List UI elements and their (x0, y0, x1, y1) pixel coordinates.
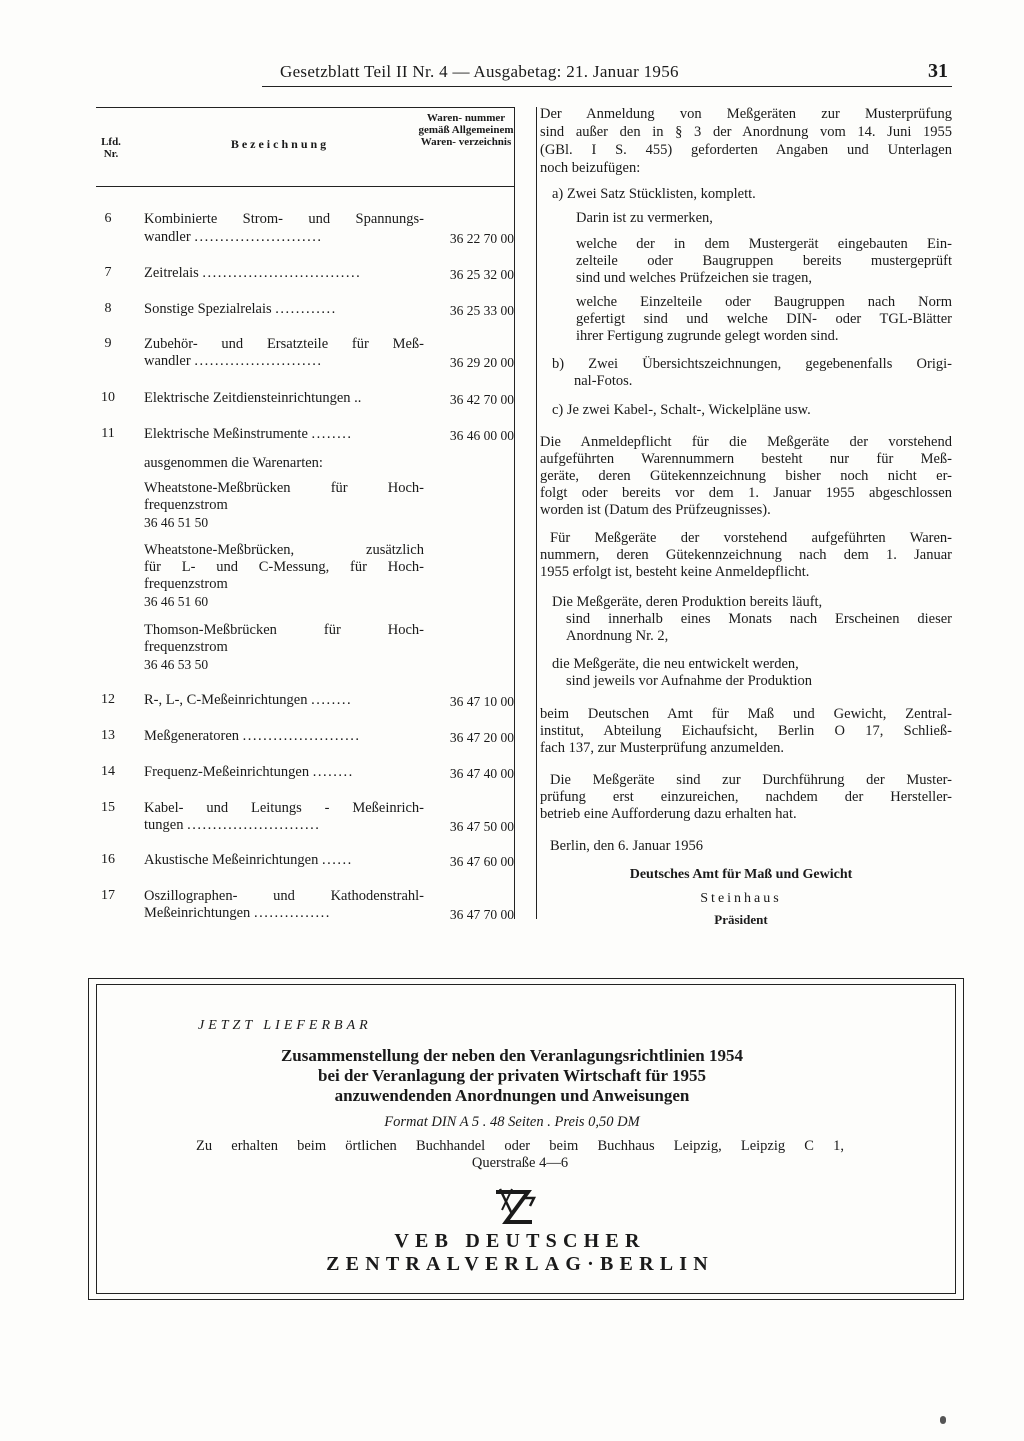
row-description-cont: tungen .......................... (144, 817, 321, 833)
paragraph-line: fach 137, zur Musterprüfung anzumelden. (540, 740, 785, 756)
paragraph-line: beim Deutschen Amt für Maß und Gewicht, Zentral- (540, 706, 952, 722)
exception-line: frequenzstrom (144, 497, 228, 513)
header-title: Gesetzblatt Teil II Nr. 4 — Ausgabetag: 21. Januar 1956 (280, 62, 679, 81)
row-code: 36 47 10 00 (449, 694, 514, 709)
header-rule (262, 86, 952, 87)
row-number: 13 (101, 728, 115, 743)
paragraph-line: folgt oder bereits vor dem 1. Januar 1955 abgeschlossen (540, 485, 952, 501)
row-description: Zeitrelais ............................... (144, 265, 362, 281)
paragraph-line: welche der in dem Mustergerät eingebauten Ein- (576, 236, 952, 252)
table-header-rule (96, 186, 514, 187)
exception-line: Thomson-Meßbrücken für Hoch- (144, 622, 424, 638)
row-description: Kabel- und Leitungs - Meßeinrich- (144, 800, 424, 816)
exceptions-intro: ausgenommen die Warenarten: (144, 455, 323, 471)
list-item-a-sub: Darin ist zu vermerken, (576, 210, 713, 226)
paragraph-line: 1955 erfolgt ist, besteht keine Anmeldepflicht. (540, 564, 810, 580)
row-number: 7 (104, 265, 112, 280)
row-number: 12 (101, 692, 115, 707)
row-description-cont: wandler ......................... (144, 229, 323, 245)
paragraph-line: Anordnung Nr. 2, (566, 628, 669, 644)
paragraph-line: sind außer den in § 3 der Anordnung vom 14. Juni 1955 (540, 124, 952, 140)
row-number: 10 (101, 390, 115, 405)
paragraph-line: Der Anmeldung von Meßgeräten zur Musterprüfung (540, 106, 952, 122)
row-description-cont: wandler ......................... (144, 353, 323, 369)
paragraph-line: Die Meßgeräte sind zur Durchführung der Muster- (550, 772, 952, 788)
paragraph-line: Die Meßgeräte, deren Produktion bereits läuft, (552, 594, 823, 610)
row-description: Zubehör- und Ersatzteile für Meß- (144, 336, 424, 352)
ad-availability: Zu erhalten beim örtlichen Buchhandel oder beim Buchhaus Leipzig, Leipzig C 1, (196, 1138, 844, 1154)
row-description: Akustische Meßeinrichtungen ...... (144, 852, 353, 868)
authority: Deutsches Amt für Maß und Gewicht (629, 867, 853, 882)
place-date: Berlin, den 6. Januar 1956 (550, 838, 704, 854)
paragraph-line: sind jeweils vor Aufnahme der Produktion (566, 673, 813, 689)
paragraph-line: Die Anmeldepflicht für die Meßgeräte der vorstehend (540, 434, 952, 450)
ad-publisher: VEB DEUTSCHER ZENTRALVERLAG·BERLIN (326, 1230, 714, 1275)
exception-line: frequenzstrom (144, 576, 228, 592)
column-header-lfd-nr: Lfd. Nr. (101, 136, 121, 160)
signer-title: Präsident (714, 912, 768, 927)
row-code: 36 25 32 00 (449, 267, 514, 282)
row-description: Sonstige Spezialrelais ............ (144, 301, 337, 317)
ad-headline: JETZT LIEFERBAR (198, 1018, 372, 1033)
paragraph-line: welche Einzelteile oder Baugruppen nach Norm (576, 294, 952, 310)
row-code: 36 25 33 00 (449, 303, 514, 318)
row-number: 16 (101, 852, 115, 867)
table-top-rule (96, 107, 514, 108)
table-column-divider (514, 107, 515, 919)
paragraph-line: geräte, deren Gütekennzeichnung bisher noch nicht er- (540, 468, 952, 484)
row-description: Meßgeneratoren ....................... (144, 728, 361, 744)
row-code: 36 22 70 00 (449, 231, 514, 246)
row-description: Oszillographen- und Kathodenstrahl- (144, 888, 424, 904)
column-header-warennummer: Waren- nummer gemäß Allgemeinem Waren- verzeichnis (418, 112, 514, 148)
ad-format: Format DIN A 5 . 48 Seiten . Preis 0,50 DM (384, 1114, 640, 1130)
paragraph-line: sind innerhalb eines Monats nach Erscheinen dieser (566, 611, 952, 627)
exception-code: 36 46 51 50 (144, 515, 209, 530)
publisher-logo-icon (492, 1186, 538, 1233)
paragraph-line: nummern, deren Gütekennzeichnung nach dem 1. Januar (540, 547, 952, 563)
paragraph-line: Für Meßgeräte der vorstehend aufgeführten Waren- (550, 530, 952, 546)
row-description: Kombinierte Strom- und Spannungs- (144, 211, 424, 227)
row-code: 36 47 60 00 (449, 854, 514, 869)
exception-line: für L- und C-Messung, für Hoch- (144, 559, 424, 575)
row-code: 36 29 20 00 (449, 355, 514, 370)
row-description: R-, L-, C-Meßeinrichtungen ........ (144, 692, 353, 708)
paragraph-line: betrieb eine Aufforderung dazu erhalten hat. (540, 806, 797, 822)
paragraph-line: institut, Abteilung Eichaufsicht, Berlin O 17, Schließ- (540, 723, 952, 739)
paragraph-line: gefertigt sind und welche DIN- oder TGL-Blätter (576, 311, 952, 327)
column-header-bezeichnung: Bezeichnung (230, 137, 330, 151)
exception-line: frequenzstrom (144, 639, 228, 655)
paragraph-line: sind und welches Prüfzeichen sie tragen, (576, 270, 812, 286)
row-number: 17 (101, 888, 115, 903)
row-number: 11 (101, 426, 115, 441)
exception-code: 36 46 53 50 (144, 657, 209, 672)
signer: Steinhaus (700, 891, 782, 906)
row-code: 36 47 70 00 (449, 907, 514, 922)
row-description-cont: Meßeinrichtungen ............... (144, 905, 331, 921)
row-number: 15 (101, 800, 115, 815)
paragraph-line: worden ist (Datum des Prüfzeugnisses). (540, 502, 771, 518)
scan-speck (940, 1416, 946, 1424)
row-code: 36 47 40 00 (449, 766, 514, 781)
list-item-b: b) Zwei Übersichtszeichnungen, gegebenenfalls Origi- (552, 356, 952, 372)
exception-line: Wheatstone-Meßbrücken für Hoch- (144, 480, 424, 496)
paragraph-line: ihrer Fertigung zugrunde gelegt worden sind. (576, 328, 839, 344)
ad-availability-cont: Querstraße 4—6 (471, 1155, 569, 1171)
paragraph-line: die Meßgeräte, die neu entwickelt werden, (552, 656, 799, 672)
row-code: 36 42 70 00 (449, 392, 514, 407)
list-item-c: c) Je zwei Kabel-, Schalt-, Wickelpläne usw. (552, 402, 811, 418)
row-code: 36 46 00 00 (449, 428, 514, 443)
paragraph-line: (GBl. I S. 455) geforderten Angaben und Unterlagen (540, 142, 952, 158)
exception-line: Wheatstone-Meßbrücken, zusätzlich (144, 542, 424, 558)
row-code: 36 47 50 00 (449, 819, 514, 834)
row-number: 6 (104, 211, 112, 226)
list-item-b-cont: nal-Fotos. (574, 373, 633, 389)
row-code: 36 47 20 00 (449, 730, 514, 745)
paragraph-line: zelteile oder Baugruppen bereits mustergeprüft (576, 253, 952, 269)
row-description: Elektrische Meßinstrumente ........ (144, 426, 353, 442)
paragraph-line: aufgeführten Warennummern besteht nur für Meß- (540, 451, 952, 467)
page-column-divider (536, 107, 537, 919)
row-description: Frequenz-Meßeinrichtungen ........ (144, 764, 354, 780)
row-number: 8 (104, 301, 112, 316)
row-number: 14 (101, 764, 115, 779)
list-item-a: a) Zwei Satz Stücklisten, komplett. (552, 186, 756, 202)
page-number: 31 (928, 60, 948, 82)
row-description: Elektrische Zeitdiensteinrichtungen .. (144, 390, 362, 406)
ad-title-line: bei der Veranlagung der privaten Wirtschaft für 1955 (317, 1066, 707, 1085)
exception-code: 36 46 51 60 (144, 594, 209, 609)
ad-title-line: anzuwendenden Anordnungen und Anweisungen (334, 1086, 690, 1105)
paragraph-line: prüfung erst einzureichen, nachdem der Hersteller- (540, 789, 952, 805)
ad-title-line: Zusammenstellung der neben den Veranlagungsrichtlinien 1954 (280, 1046, 744, 1065)
paragraph-line: noch beizufügen: (540, 160, 641, 176)
row-number: 9 (104, 336, 112, 351)
